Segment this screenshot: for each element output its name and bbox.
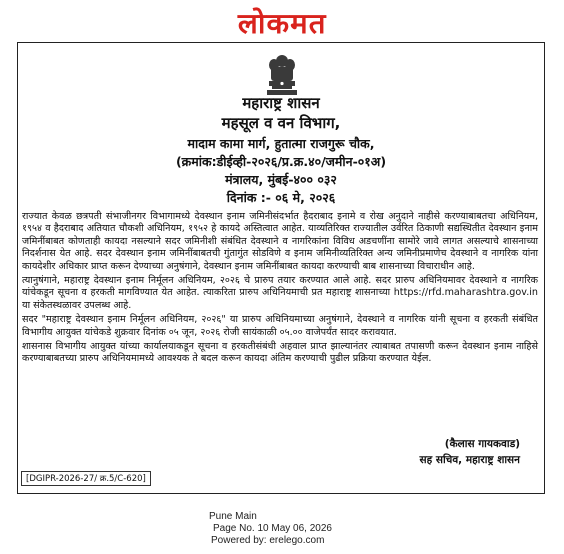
header-office: मंत्रालय, मुंबई-४०० ०३२: [225, 172, 337, 187]
notice-paragraph: सदर "महाराष्ट्र देवस्थान इनाम निर्मूलन अधिनियम, २०२६" या प्रारुप अधिनियमाच्या अनुषंगाने, देवस्थाने व नागरिक यांनी सूचना व हरकती संबंधित विभागीय आयुक्त यांचेकडे शुक्रवार दिनांक ०५ जून, २०२६ रोजी सायंकाळी ०५.०० वाजेपर्यंत सादर करावयात.: [22, 314, 538, 338]
footer-edition: Pune Main: [209, 511, 257, 522]
newspaper-masthead: [0, 0, 564, 40]
header-address: मादाम कामा मार्ग, हुतात्मा राजगुरू चौक,: [187, 136, 375, 151]
government-notice: [17, 42, 545, 494]
header-department: महसूल व वन विभाग,: [221, 114, 341, 132]
notice-paragraph: राज्यात केवळ छत्रपती संभाजीनगर विभागामध्ये देवस्थान इनाम जमिनीसंदर्भात हैदराबाद इनामे व रोख अनुदाने नाहीसे करण्याबाबतचा अधिनियम, १९५४ व हैदराबाद अतियात चौकशी अधिनियम, १९५२ हे कायदे अस्तित्वात आहेत. याव्यतिरिक्त राज्यातील उर्वरित ठिकाणी सद्यस्थितीत देवस्थान इनाम जमिनींबाबत कोणताही कायदा नसल्याने सदर जमिनीशी संबंधित देवस्थाने व नागरिकांना विविध अडचणींना सामोरे जावे लागत असल्याचे शासनाच्या निदर्शनास येत आहे. सदर देवस्थान इनाम जमिनींबाबतची गुंतागुंत सोडविणे व इनाम जमिनीव्यतिरिक्त अन्य जमिनीप्रमाणेच देवस्थाने व नागरिक यांना कायदेशीर अधिकार प्राप्त करून देण्याच्या अनुषंगाने, देवस्थान इनाम जमिनींबाबत कायदा करण्याची बाब शासनाच्या विचाराधीन आहे.: [22, 211, 538, 272]
header-government: महाराष्ट्र शासन: [242, 94, 320, 112]
notice-paragraph: शासनास विभागीय आयुक्त यांच्या कार्यालयाकडून सूचना व हरकतीसंबंधी अहवाल प्राप्त झाल्यानंतर त्याबाबत तपासणी करून देवस्थान इनाम नाहिसे करण्याबाबतच्या प्रारुप अधिनियमामध्ये आवश्यक ते बदल करून कायदा अंतिम करण्याची पुढील प्रक्रिया करण्यात येईल.: [22, 341, 538, 365]
dgipr-reference: [DGIPR-2026-27/ क्र.5/C-620]: [21, 471, 151, 486]
footer-powered-by: Powered by: erelego.com: [211, 535, 325, 546]
notice-paragraph: त्यानुषंगाने, महाराष्ट्र देवस्थान इनाम निर्मूलन अधिनियम, २०२६ चे प्रारुप तयार करण्यात आले आहे. सदर प्रारुप अधिनियमावर देवस्थाने व नागरिक यांचेकडून सूचना व हरकती मागविण्यात येत आहेत. त्याकरिता प्रारुप अधिनियमाची प्रत महाराष्ट्र शासनाच्या https://rfd.maharashtra.gov.in या संकेतस्थळावर उपलब्ध आहे.: [22, 275, 538, 311]
signatory-name: (कैलास गायकवाड): [444, 438, 520, 450]
signatory-title: सह सचिव, महाराष्ट्र शासन: [419, 454, 520, 466]
masthead-logo: लोकमत: [237, 7, 327, 40]
header-reference-number: (क्रमांक:डीईव्ही-२०२६/प्र.क्र.४०/जमीन-०१अ): [175, 154, 387, 169]
footer-page-date: Page No. 10 May 06, 2026: [213, 523, 332, 534]
notice-body: [22, 211, 538, 368]
header-date: दिनांक :- ०६ मे, २०२६: [226, 190, 336, 205]
